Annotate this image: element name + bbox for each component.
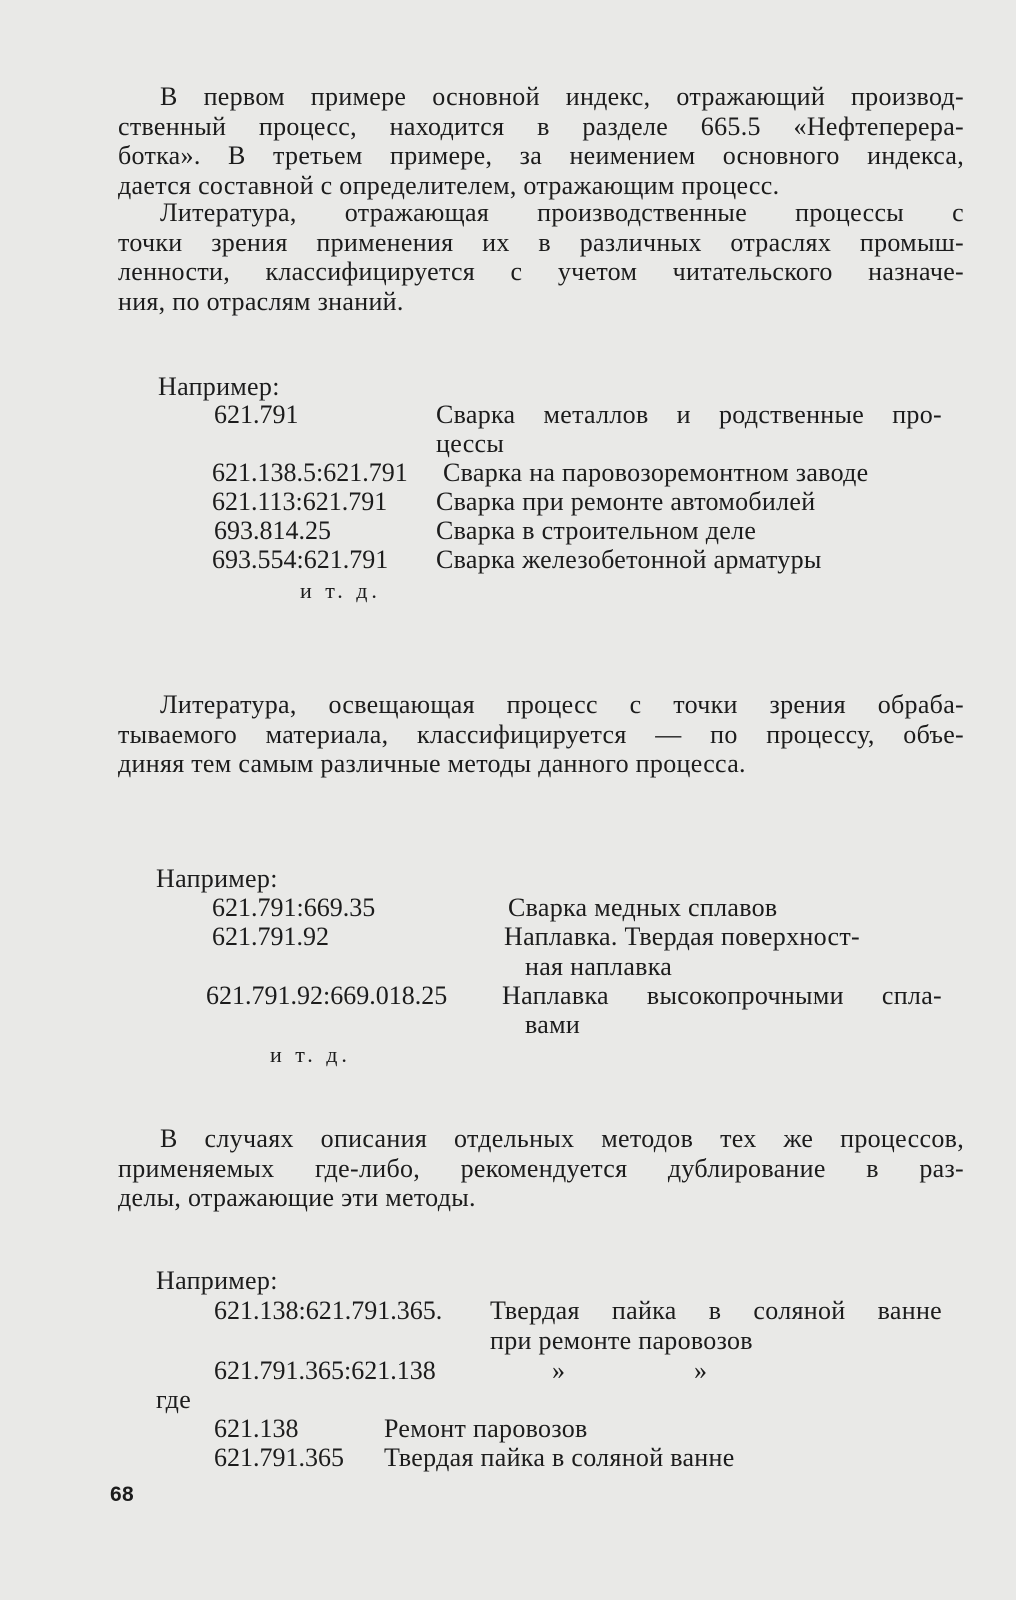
index-code: 621.791.365:621.138 [214,1356,436,1385]
text-line: применяемых где-либо, рекомендуется дублирование в раз- [118,1153,964,1183]
paragraph-1 [118,82,964,200]
index-description: Твердая пайка в соляной ванне [384,1443,735,1472]
index-code: 621.138 [214,1414,299,1443]
text-line: точки зрения применения их в различных отраслях промыш- [118,227,964,257]
index-code: 621.791.92:669.018.25 [206,981,448,1010]
index-description: вами [525,1010,581,1039]
ditto-mark: » [552,1356,566,1385]
index-description: Сварка медных сплавов [508,893,778,922]
index-description: Твердая пайка в соляной ванне [490,1296,942,1325]
index-code: 693.814.25 [214,516,331,545]
index-code: 693.554:621.791 [212,545,389,574]
text-line: дается составной с определителем, отражающим процесс. [118,170,780,200]
index-code: 621.791.92 [212,922,329,951]
index-description: Наплавка высокопрочными спла- [502,981,942,1010]
index-code: 621.138.5:621.791 [212,458,408,487]
where-label: где [156,1385,192,1414]
paragraph-3 [118,690,964,779]
index-code: 621.791:669.35 [212,893,376,922]
index-description: цессы [436,429,505,458]
example-label: Например: [156,1266,278,1295]
index-description: Наплавка. Твердая поверхност- [504,922,860,951]
text-line: Литература, отражающая производственные процессы с [160,198,964,227]
index-description: Ремонт паровозов [384,1414,588,1443]
index-description: ная наплавка [525,952,673,981]
text-line: В первом примере основной индекс, отражающий производ- [160,82,964,111]
paragraph-2 [118,198,964,316]
text-line: ственный процесс, находится в разделе 665.5 «Нефтеперера- [118,111,964,141]
index-code: 621.138:621.791.365. [214,1296,443,1325]
index-description: Сварка металлов и родственные про- [436,400,942,429]
example-label: Например: [158,372,280,401]
index-description: Сварка железобетонной арматуры [436,545,822,574]
text-line: ленности, классифицируется с учетом читательского назначе- [118,257,964,286]
text-line: В случаях описания отдельных методов тех же процессов, [160,1124,964,1153]
ditto-mark: » [694,1356,708,1385]
index-description: Сварка на паровозоремонтном заводе [443,458,869,487]
etc-text: и т. д. [300,578,381,603]
text-line: ния, по отраслям знаний. [118,286,404,316]
index-description: Сварка при ремонте автомобилей [436,487,816,516]
page-number: 68 [110,1483,134,1506]
text-line: тываемого материала, классифицируется — по процессу, объе- [118,719,964,749]
index-code: 621.113:621.791 [212,487,388,516]
text-line: Литература, освещающая процесс с точки зрения обраба- [160,690,964,719]
text-line: ботка». В третьем примере, за неимением основного индекса, [118,141,964,170]
example-label: Например: [156,864,278,893]
etc-text: и т. д. [270,1042,351,1067]
text-line: делы, отражающие эти методы. [118,1183,476,1212]
index-code: 621.791.365 [214,1443,344,1472]
index-description: при ремонте паровозов [490,1326,753,1355]
text-line: диняя тем самым различные методы данного процесса. [118,749,746,778]
index-code: 621.791 [214,400,299,429]
paragraph-4 [118,1124,964,1213]
index-description: Сварка в строительном деле [436,516,757,545]
